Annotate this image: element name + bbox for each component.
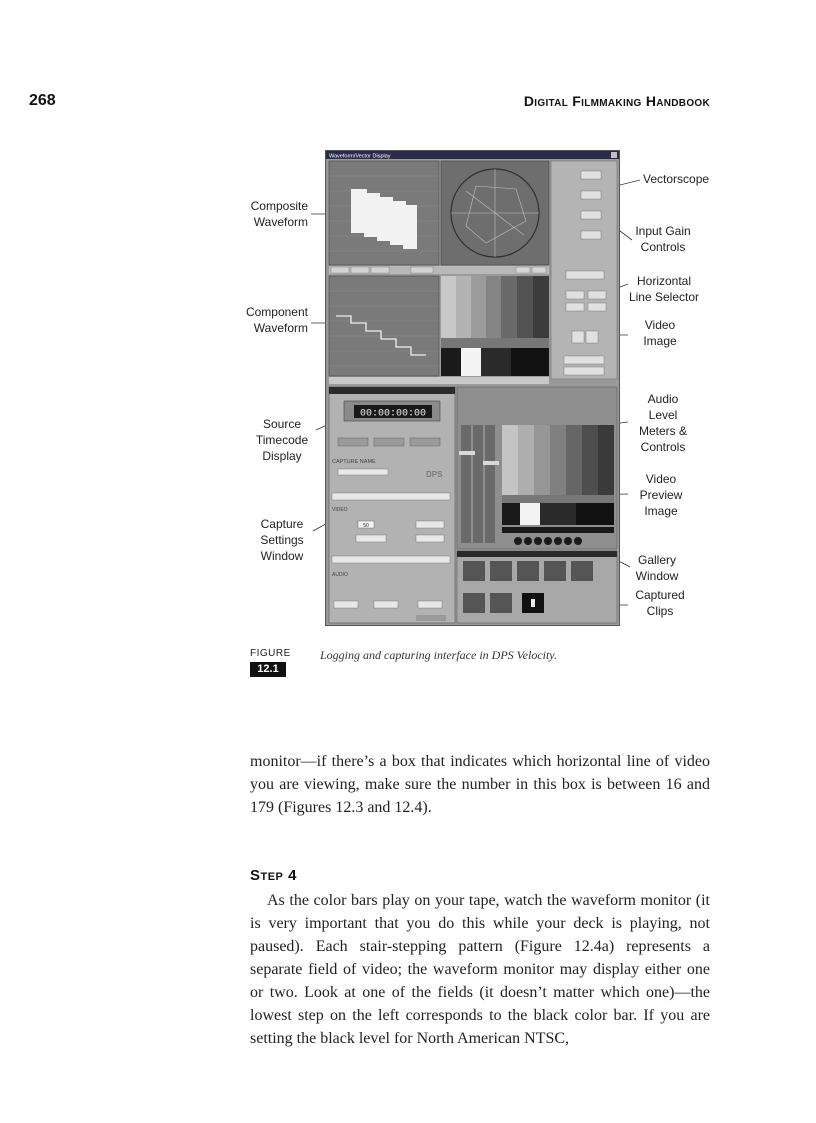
paragraph-2: As the color bars play on your tape, watch the waveform monitor (it is very important that you do this while your deck is playing, not paused). Each stair-stepping pattern (Figure 12.4a) represents a separate field of video; the waveform monitor may display either one or two. Look at one of the fields (it doesn’t matter which one)—the lowest step on the left corresponds to the black color bar. If you are setting the black level for North American NTSC,: [250, 892, 710, 1047]
step-heading: Step 4: [250, 867, 297, 884]
video-section-label: VIDEO: [332, 507, 348, 513]
paragraph-1: monitor—if there’s a box that indicates which horizontal line of video you are viewing, make sure the number in this box is between 16 and 179 (Figures 12.3 and 12.4).: [250, 753, 710, 816]
callout-video-image: Video Image: [643, 318, 677, 348]
audio-section-label: AUDIO: [332, 572, 348, 578]
callout-input-gain: Input Gain Controls: [635, 224, 691, 254]
callout-horizontal-line: Horizontal Line Selector: [628, 274, 700, 304]
dps-velocity-screenshot: [325, 150, 620, 626]
callout-audio-level: Audio Level Meters & Controls: [638, 392, 687, 454]
window-title: Waveform/Vector Display: [329, 153, 391, 160]
callout-composite-waveform: Composite Waveform: [250, 199, 308, 229]
callout-component-waveform: Component Waveform: [245, 305, 308, 335]
screenshot-graphic: [326, 151, 619, 625]
callout-video-preview: Video Preview Image: [639, 472, 683, 518]
callout-gallery-window: Gallery Window: [635, 553, 679, 583]
brand-logo: DPS: [426, 470, 443, 479]
callout-capture-settings: Capture Settings Window: [260, 517, 304, 563]
running-title: Digital Filmmaking Handbook: [523, 93, 710, 109]
figure-caption: Logging and capturing interface in DPS Velocity.: [320, 648, 557, 662]
source-timecode: 00:00:00:00: [359, 408, 427, 420]
quality-value: 50: [363, 523, 369, 529]
callout-source-timecode: Source Timecode Display: [255, 417, 309, 463]
figure-label: FIGURE: [250, 648, 291, 659]
callout-captured-clips: Captured Clips: [635, 588, 685, 618]
capture-name-label: CAPTURE NAME: [332, 459, 376, 465]
page-number: 268: [29, 92, 56, 109]
figure-number: 12.1: [250, 662, 286, 677]
callout-vectorscope: Vectorscope: [643, 172, 710, 186]
